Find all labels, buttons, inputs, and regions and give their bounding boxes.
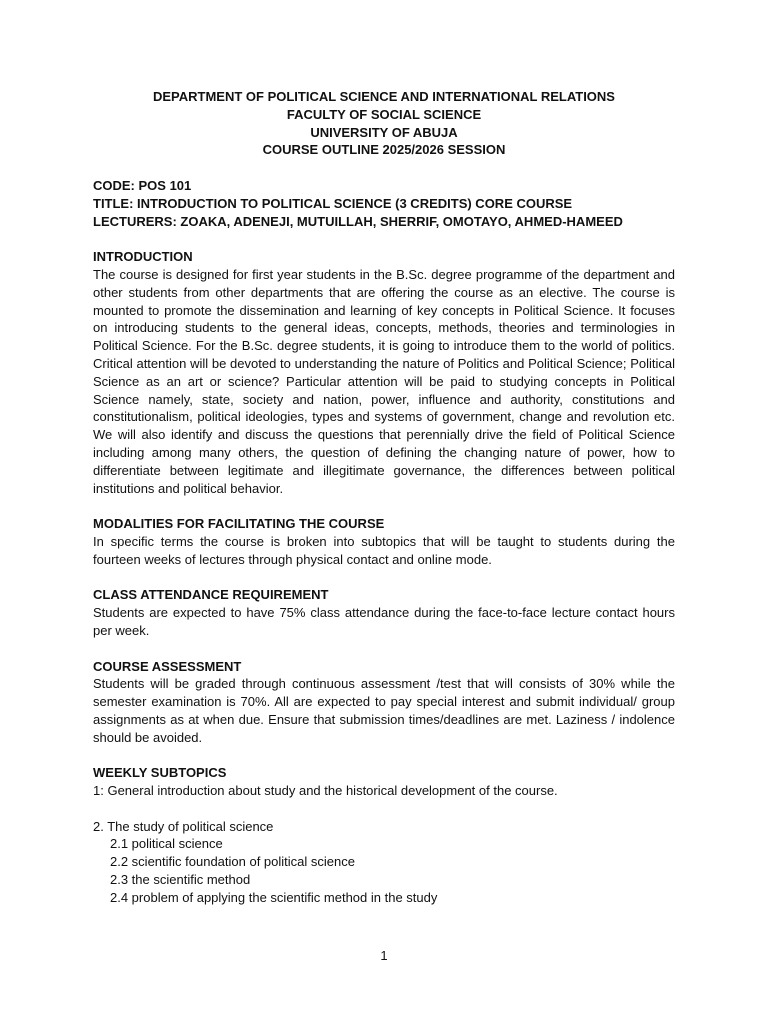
course-lecturers: LECTURERS: ZOAKA, ADENEJI, MUTUILLAH, SHERRIF, OMOTAYO, AHMED-HAMEED: [93, 213, 623, 229]
spacer: [93, 746, 675, 764]
subtopic-subitem: 2.3 the scientific method: [110, 872, 251, 888]
spacer: [93, 800, 675, 818]
subtopic-subitem: 2.4 problem of applying the scientific method in the study: [110, 889, 438, 905]
course-code: CODE: POS 101: [93, 177, 192, 193]
section-attendance: [93, 586, 675, 639]
section-heading: INTRODUCTION: [93, 249, 193, 265]
subtopic-item: 1: General introduction about study and the historical development of the course.: [93, 783, 558, 799]
document-header: [93, 88, 675, 159]
section-modalities: [93, 515, 675, 568]
header-session: COURSE OUTLINE 2025/2026 SESSION: [262, 142, 506, 158]
section-body: Students are expected to have 75% class attendance during the face-to-face lecture contact hours per week.: [93, 605, 675, 638]
header-department: DEPARTMENT OF POLITICAL SCIENCE AND INTERNATIONAL RELATIONS: [153, 89, 615, 104]
spacer: [93, 569, 675, 587]
subtopic-subitem: 2.1 political science: [110, 836, 223, 852]
spacer: [93, 230, 675, 248]
spacer: [93, 497, 675, 515]
header-university: UNIVERSITY OF ABUJA: [310, 124, 458, 140]
section-heading: CLASS ATTENDANCE REQUIREMENT: [93, 587, 329, 603]
page-number: 1: [380, 948, 388, 963]
section-introduction: [93, 248, 675, 497]
course-info: [93, 177, 675, 230]
course-title: TITLE: INTRODUCTION TO POLITICAL SCIENCE (3 CREDITS) CORE COURSE: [93, 195, 573, 211]
section-body: Students will be graded through continuous assessment /test that will consists of 30% while the semester examination is 70%. All are expected to pay special interest and submit individual/ group assignments as at when due. Ensure that submission times/deadlines are met. Laziness / indolence should be avoided.: [93, 676, 675, 745]
spacer: [93, 640, 675, 658]
section-heading: MODALITIES FOR FACILITATING THE COURSE: [93, 516, 385, 532]
section-weekly-subtopics: [93, 764, 675, 906]
header-faculty: FACULTY OF SOCIAL SCIENCE: [286, 106, 482, 122]
section-body: In specific terms the course is broken into subtopics that will be taught to students during the fourteen weeks of lectures through physical contact and online mode.: [93, 533, 675, 567]
section-heading: COURSE ASSESSMENT: [93, 658, 242, 674]
section-body: The course is designed for first year students in the B.Sc. degree programme of the department and other students from other departments that are offering the course as an elective. The course is mounted to promote the dissemination and learning of key concepts in Political Science. It focuses on introducing students to the general ideas, concepts, methods, theories and terminologies in Political Science. For the B.Sc. degree students, it is going to introduce them to the world of politics. Critical attention will be devoted to understanding the nature of Politics and Political Science; Political Science as an art or science? Particular attention will be paid to studying concepts in Political Science namely, state, society and nation, power, influence and authority, constitutions and constitutionalism, political ideologies, types and systems of government, change and revolution etc. We will also identify and discuss the questions that perennially drive the field of Political Science including among many others, the question of defining the changing nature of power, how to differentiate between legitimate and illegitimate governance, the differences between political institutions and political behavior.: [93, 266, 675, 496]
section-heading: WEEKLY SUBTOPICS: [93, 765, 227, 781]
subtopic-item: 2. The study of political science: [93, 818, 274, 834]
section-assessment: [93, 658, 675, 747]
subtopic-subitem: 2.2 scientific foundation of political science: [110, 854, 355, 870]
spacer: [93, 159, 675, 177]
